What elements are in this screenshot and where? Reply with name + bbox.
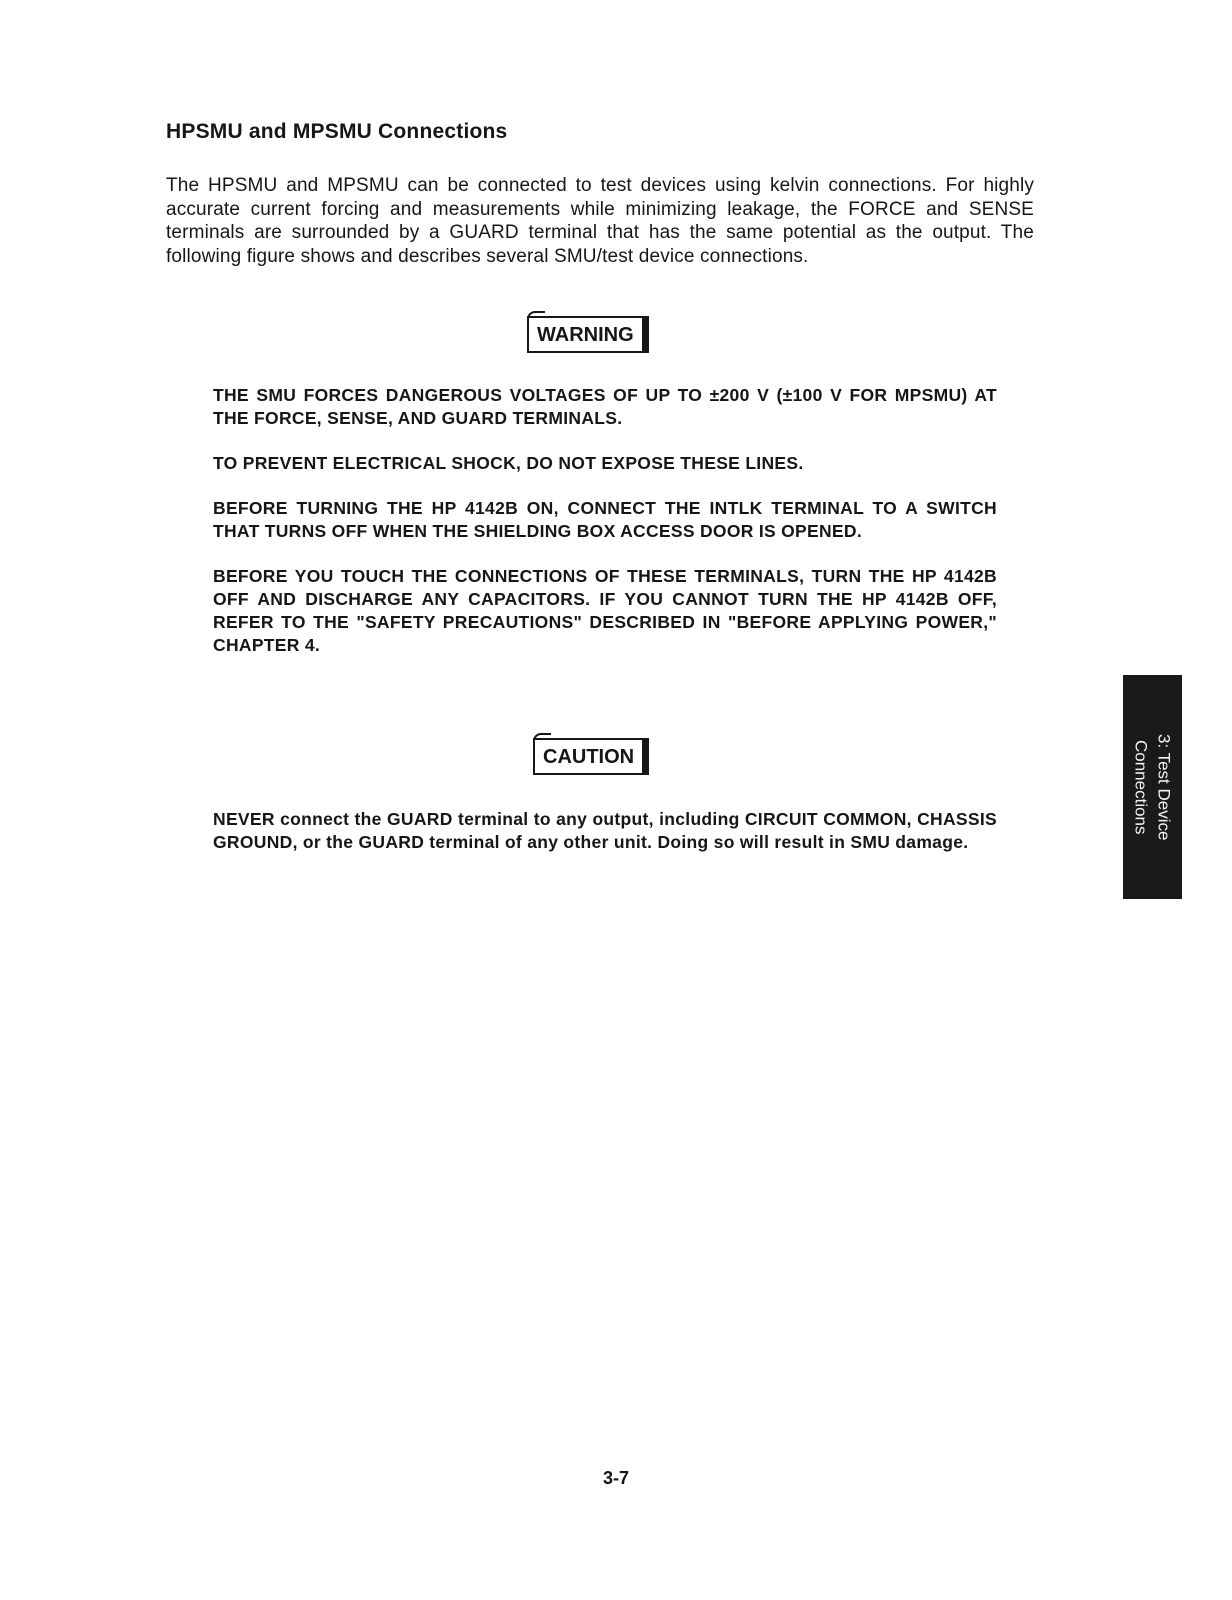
warning-paragraph: BEFORE YOU TOUCH THE CONNECTIONS OF THESE TERMINALS, TURN THE HP 4142B OFF AND DISCHARGE ANY CAPACITORS. IF YOU CANNOT TURN THE HP 4142B OFF, REFER TO THE "SAFETY PRECAUTIONS" DESCRIBED IN "BEFORE APPLYING POWER," CHAPTER 4. bbox=[213, 566, 997, 655]
chapter-side-tab bbox=[1123, 675, 1182, 899]
side-tab-line-2: Connections bbox=[1131, 739, 1151, 835]
caution-text: NEVER connect the GUARD terminal to any output, including CIRCUIT COMMON, CHASSIS GROUND, or the GUARD terminal of any other unit. Doing so will result in SMU damage. bbox=[213, 809, 997, 852]
warning-paragraph: BEFORE TURNING THE HP 4142B ON, CONNECT THE INTLK TERMINAL TO A SWITCH THAT TURNS OFF WHEN THE SHIELDING BOX ACCESS DOOR IS OPENED. bbox=[213, 498, 997, 541]
side-tab-line-1: 3: Test Device bbox=[1154, 733, 1174, 841]
caution-body bbox=[213, 808, 997, 854]
warning-label: WARNING bbox=[527, 316, 649, 353]
page-number: 3-7 bbox=[602, 1468, 629, 1488]
warning-paragraph: TO PREVENT ELECTRICAL SHOCK, DO NOT EXPOSE THESE LINES. bbox=[213, 453, 804, 473]
warning-body bbox=[213, 384, 997, 679]
warning-paragraph: THE SMU FORCES DANGEROUS VOLTAGES OF UP TO ±200 V (±100 V FOR MPSMU) AT THE FORCE, SENSE, AND GUARD TERMINALS. bbox=[213, 385, 997, 428]
chapter-side-tab-label bbox=[1130, 734, 1176, 840]
caution-label: CAUTION bbox=[533, 738, 649, 775]
intro-paragraph: The HPSMU and MPSMU can be connected to test devices using kelvin connections. For highly accurate current forcing and measurements while minimizing leakage, the FORCE and SENSE terminals are surrounded by a GUARD terminal that has the same potential as the output. The following figure shows and describes several SMU/test device connections. bbox=[166, 175, 1034, 267]
section-heading: HPSMU and MPSMU Connections bbox=[166, 120, 508, 143]
